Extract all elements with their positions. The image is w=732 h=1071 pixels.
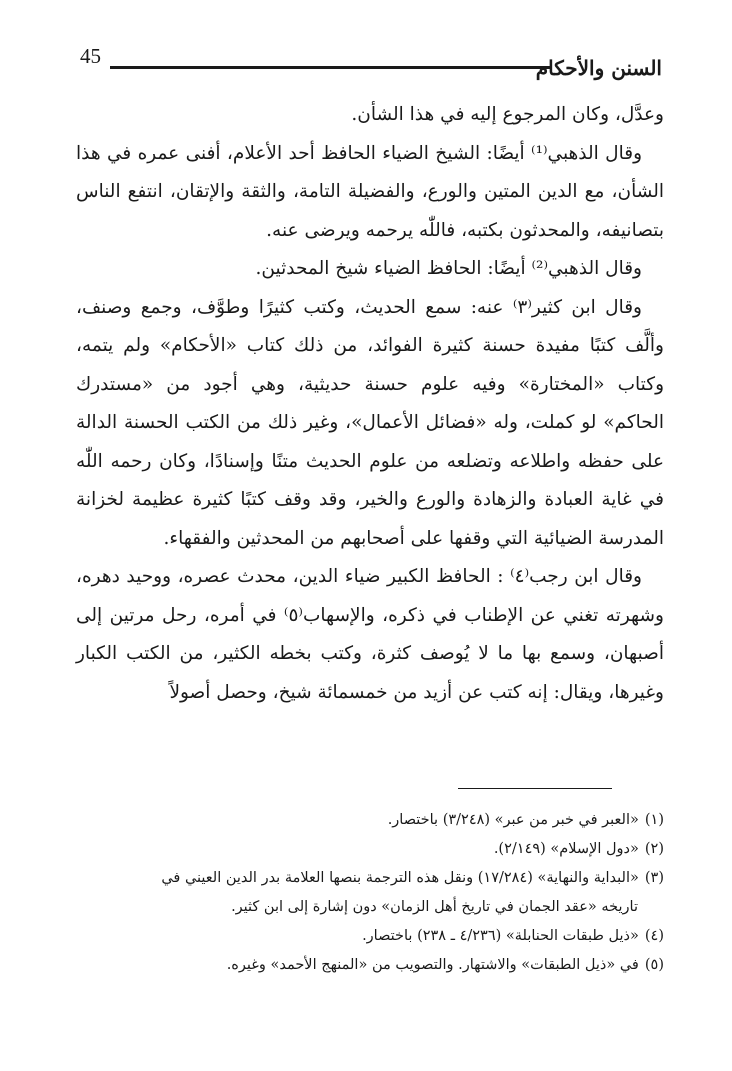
footnote-text: «البداية والنهاية» (١٧/٢٨٤) ونقل هذه الترجمة بنصها العلامة بدر الدين العيني في xyxy=(161,870,639,886)
footnote-2 xyxy=(76,835,664,864)
paragraph-5: وقال ابن رجب⁽٤⁾ : الحافظ الكبير ضياء الدين، محدث عصره، ووحيد دهره، وشهرته تغني عن الإطناب في ذكره، والإسهاب⁽٥⁾ في أمره، رحل مرتين إلى أصبهان، وسمع بها ما لا يُوصف كثرة، وكتب بخطه الكثير، من الكتب الكبار وغيرها، ويقال: إنه كتب عن أزيد من خمسمائة شيخ، وحصل أصولاً xyxy=(76,566,664,703)
footnote-number: (٣) xyxy=(644,870,664,886)
footnote-3 xyxy=(76,864,664,893)
footnote-text: تاريخه «عقد الجمان في تاريخ أهل الزمان» دون إشارة إلى ابن كثير. xyxy=(231,899,638,915)
footnote-text: في «ذيل الطبقات» والاشتهار. والتصويب من «المنهج الأحمد» وغيره. xyxy=(226,957,639,973)
footnote-number: (٢) xyxy=(644,841,664,857)
footnote-number: (٤) xyxy=(644,928,664,944)
paragraph-2: وقال الذهبي⁽¹⁾ أيضًا: الشيخ الضياء الحافظ أحد الأعلام، أفنى عمره في هذا الشأن، مع الدين المتين والورع، والفضيلة التامة، والثقة والإتقان، انتفع الناس بتصانيفه، والمحدثون بكتبه، فاللّٰه يرحمه ويرضى عنه. xyxy=(76,142,664,241)
footnote-number: (١) xyxy=(644,812,664,828)
running-title: السنن والأحكام xyxy=(535,56,662,80)
paragraph-4: وقال ابن كثير⁽٣⁾ عنه: سمع الحديث، وكتب كثيرًا وطوَّف، وجمع وصنف، وألَّف كتبًا مفيدة حسنة كثيرة الفوائد، من ذلك كتاب «الأحكام» ولم يتمه، وكتاب «المختارة» وفيه علوم حسنة حديثية، وهي أجود من «مستدرك الحاكم» لو كملت، وله «فضائل الأعمال»، وغير ذلك من الكتب الحسنة الدالة على حفظه واطلاعه وتضلعه من علوم الحديث متنًا وإسنادًا، وكان رحمه اللّٰه في غاية العبادة والزهادة والورع والخير، وقد وقف كتبًا كثيرة عظيمة لخزانة المدرسة الضيائية التي وقفها على أصحابهم من المحدثين والفقهاء. xyxy=(76,296,664,549)
footnote-4 xyxy=(76,922,664,951)
footnote-3-continuation xyxy=(76,893,664,922)
footnote-number: (٥) xyxy=(644,957,664,973)
footnote-separator xyxy=(458,788,612,789)
paragraph-3: وقال الذهبي⁽²⁾ أيضًا: الحافظ الضياء شيخ المحدثين. xyxy=(255,258,642,279)
footnote-text: «ذيل طبقات الحنابلة» (٤/٢٣٦ ـ ٢٣٨) باختصار. xyxy=(362,928,639,944)
footnotes xyxy=(76,806,664,980)
footnote-text: «دول الإسلام» (٢/١٤٩). xyxy=(493,841,639,857)
footnote-text: «العبر في خبر من عبر» (٣/٢٤٨) باختصار. xyxy=(387,812,639,828)
paragraph-1: وعدَّل، وكان المرجوع إليه في هذا الشأن. xyxy=(351,104,664,125)
footnote-1 xyxy=(76,806,664,835)
page-number: 45 xyxy=(80,44,101,68)
header-rule xyxy=(110,66,550,69)
main-text xyxy=(76,96,664,712)
footnote-5 xyxy=(76,951,664,980)
